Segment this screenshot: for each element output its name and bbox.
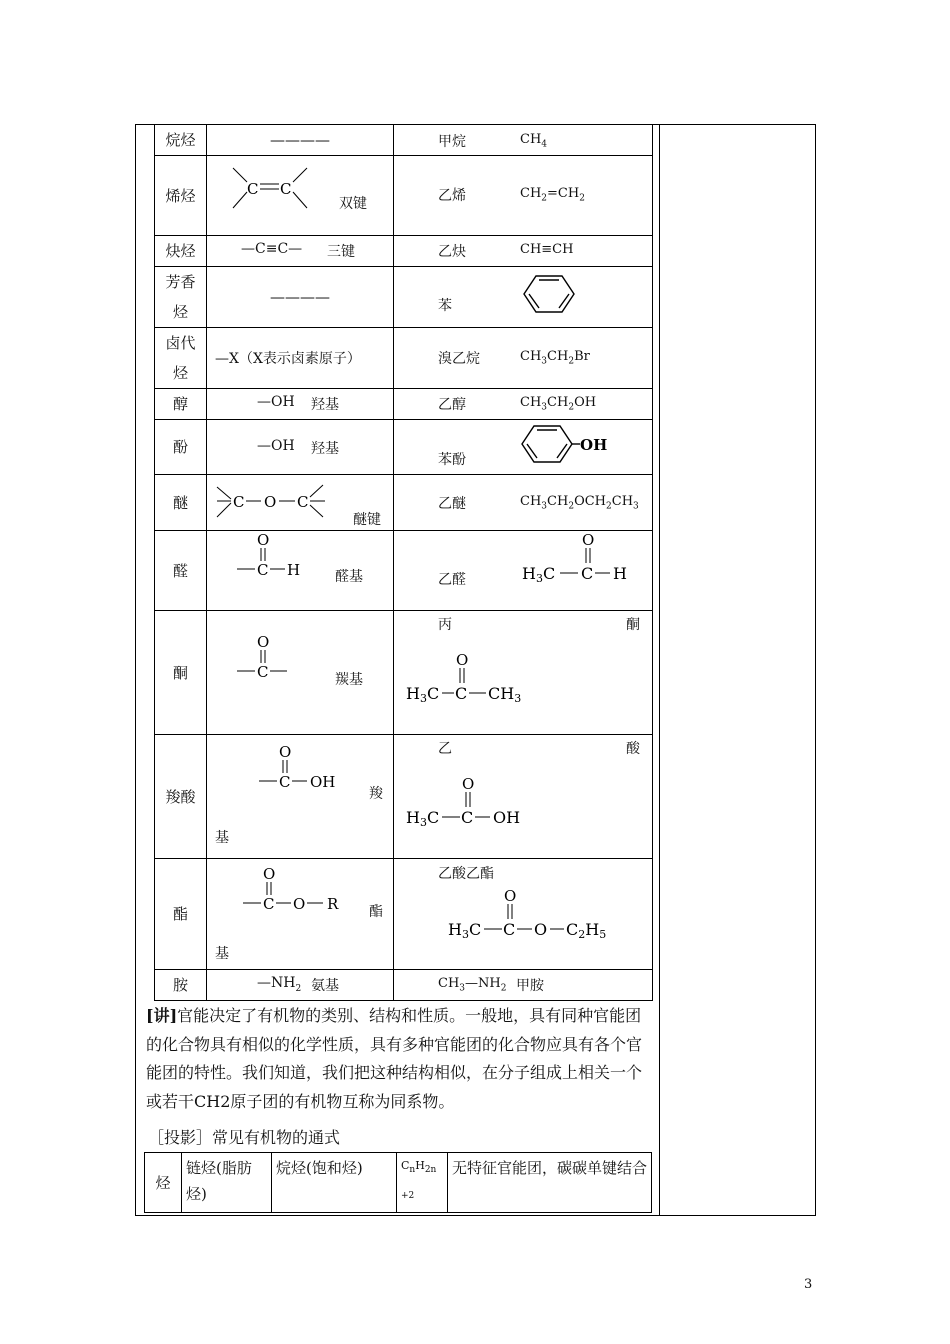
group-label-part2: 基 — [215, 946, 229, 962]
example-cell — [394, 389, 653, 420]
ester-structure-icon — [241, 863, 351, 919]
table-row — [155, 267, 653, 328]
group-label: 氨基 — [311, 978, 339, 994]
example-cell — [394, 735, 653, 859]
group-label: 醚键 — [353, 512, 381, 528]
example-name: 乙酸乙酯 — [438, 866, 494, 882]
group-cell — [207, 531, 394, 611]
alkene-structure-icon — [227, 162, 337, 222]
example-cell — [394, 125, 653, 156]
svg-text:C: C — [280, 180, 292, 198]
acetic-acid-structure-icon — [404, 773, 544, 835]
svg-text:C: C — [503, 920, 516, 939]
carboxyl-structure-icon — [257, 741, 357, 797]
group-formula: —OH — [257, 438, 295, 454]
example-name-part1: 丙 — [438, 617, 452, 633]
group-cell — [207, 328, 394, 389]
svg-text:O: O — [279, 743, 292, 761]
svg-text:OH: OH — [310, 773, 336, 791]
example-name-part2: 酮 — [626, 617, 640, 633]
svg-text:O: O — [257, 633, 270, 651]
group-label: 羰基 — [335, 672, 363, 688]
example-formula: $CH_3CH_2OH$ — [520, 395, 597, 413]
example-cell — [394, 475, 653, 531]
group-cell — [207, 611, 394, 735]
example-formula: $CH_4$ — [520, 132, 548, 150]
example-cell — [394, 611, 653, 735]
example-name: 乙炔 — [438, 244, 466, 260]
acetone-structure-icon — [404, 649, 544, 711]
table-row — [155, 420, 653, 475]
aldehyde-structure-icon — [235, 531, 315, 587]
ether-structure-icon — [213, 477, 343, 525]
class-cell: 羧酸 — [155, 735, 207, 859]
group-cell — [207, 970, 394, 1001]
group-label-part1: 酯 — [369, 904, 383, 920]
example-formula: CH≡CH — [520, 242, 574, 257]
group-cell: ———— — [207, 267, 394, 328]
gen-cell-formula: $C_nH_{2n+2}$ — [397, 1153, 448, 1213]
functional-group-table — [154, 124, 653, 1001]
ketone-structure-icon — [235, 633, 305, 689]
group-cell — [207, 420, 394, 475]
svg-text:C: C — [455, 684, 468, 703]
example-cell — [394, 156, 653, 236]
class-line2: 烃 — [172, 364, 188, 382]
group-cell — [207, 475, 394, 531]
group-formula: —OH — [257, 394, 295, 410]
example-name: 苯酚 — [438, 452, 466, 468]
class-line2: 烃 — [172, 303, 188, 321]
example-formula: $CH_2=CH_2$ — [520, 186, 585, 204]
group-formula: $—NH_2$ — [257, 975, 302, 994]
group-label: 羟基 — [311, 441, 339, 457]
gen-cell-type: 链烃(脂肪烃) — [182, 1153, 272, 1213]
table-row — [155, 125, 653, 156]
group-cell: ———— — [207, 125, 394, 156]
svg-text:C: C — [247, 180, 259, 198]
table-row — [155, 236, 653, 267]
example-cell — [394, 970, 653, 1001]
svg-text:H3C: H3C — [448, 920, 482, 941]
phenol-structure-icon — [520, 423, 612, 465]
example-name: 乙烯 — [438, 188, 466, 204]
projection-heading: ［投影］常见有机物的通式 — [148, 1128, 341, 1147]
group-label-part1: 羧 — [369, 786, 383, 802]
class-cell: 醇 — [155, 389, 207, 420]
example-name: 乙醛 — [438, 572, 466, 588]
lecture-tag: [讲] — [146, 1006, 178, 1025]
table-row — [155, 531, 653, 611]
gen-cell-category: 烃 — [145, 1153, 182, 1213]
svg-text:R: R — [327, 895, 339, 913]
class-cell — [155, 267, 207, 328]
example-name: 苯 — [438, 298, 452, 314]
group-label: 三键 — [327, 244, 355, 260]
svg-text:C: C — [233, 493, 245, 511]
gen-cell-description: 无特征官能团，碳碳单键结合 — [448, 1153, 652, 1213]
group-cell — [207, 389, 394, 420]
class-cell: 醚 — [155, 475, 207, 531]
example-name: 乙醇 — [438, 397, 466, 413]
svg-text:H: H — [287, 561, 301, 579]
class-cell — [155, 328, 207, 389]
table-row — [155, 735, 653, 859]
table-row — [155, 611, 653, 735]
table-row — [155, 970, 653, 1001]
general-formula-table — [144, 1152, 652, 1213]
page-number: 3 — [804, 1277, 813, 1292]
svg-text:O: O — [264, 493, 277, 511]
table-row — [155, 475, 653, 531]
example-name: 甲烷 — [438, 134, 466, 150]
example-cell — [394, 420, 653, 475]
example-cell — [394, 859, 653, 970]
frame-divider — [659, 125, 660, 1215]
svg-text:CH3: CH3 — [488, 684, 522, 705]
svg-text:O: O — [456, 651, 469, 669]
table-row — [155, 859, 653, 970]
class-line1: 芳香 — [165, 273, 196, 291]
svg-text:C: C — [461, 808, 474, 827]
gen-cell-subtype: 烷烃(饱和烃) — [272, 1153, 397, 1213]
example-name: 乙醚 — [438, 496, 466, 512]
svg-text:O: O — [462, 775, 475, 793]
group-cell — [207, 156, 394, 236]
svg-text:C: C — [297, 493, 309, 511]
svg-text:H3C: H3C — [406, 808, 440, 829]
benzene-ring-icon — [522, 273, 576, 315]
svg-text:O: O — [263, 865, 276, 883]
svg-text:C: C — [257, 561, 269, 579]
group-cell — [207, 735, 394, 859]
svg-text:O: O — [504, 887, 517, 905]
phenol-oh-label: OH — [580, 436, 608, 454]
lecture-text: 官能决定了有机物的类别、结构和性质。一般地，具有同种官能团的化合物具有相似的化学性质，具有多种官能团的化合物应具有各个官能团的特性。我们知道，我们把这种结构相似，在分子组成上相关一个或若干CH2原子团的有机物互称为同系物。 — [146, 1006, 643, 1111]
group-label: 羟基 — [311, 397, 339, 413]
svg-text:H: H — [613, 564, 627, 583]
svg-text:C: C — [279, 773, 291, 791]
example-cell — [394, 531, 653, 611]
class-cell: 酚 — [155, 420, 207, 475]
table-row — [155, 156, 653, 236]
svg-text:H3C: H3C — [406, 684, 440, 705]
group-cell — [207, 859, 394, 970]
ethyl-acetate-structure-icon — [446, 885, 626, 947]
class-cell: 酯 — [155, 859, 207, 970]
group-label: 醛基 — [335, 569, 363, 585]
svg-text:C: C — [257, 663, 269, 681]
example-cell — [394, 267, 653, 328]
svg-text:OH: OH — [493, 808, 521, 827]
class-cell: 炔烃 — [155, 236, 207, 267]
svg-text:O: O — [257, 531, 270, 549]
example-cell — [394, 328, 653, 389]
class-cell: 胺 — [155, 970, 207, 1001]
group-label: 双键 — [339, 196, 367, 212]
example-name-part2: 酸 — [626, 741, 640, 757]
class-cell: 烯烃 — [155, 156, 207, 236]
svg-text:O: O — [582, 531, 595, 549]
class-cell: 酮 — [155, 611, 207, 735]
example-name-part1: 乙 — [438, 741, 452, 757]
table-row — [145, 1153, 652, 1213]
class-line1: 卤代 — [165, 334, 196, 352]
group-formula: —C≡C— — [241, 241, 303, 257]
example-name: 溴乙烷 — [438, 351, 480, 367]
svg-text:C: C — [581, 564, 594, 583]
example-cell — [394, 236, 653, 267]
example-formula: $CH_3CH_2Br$ — [520, 349, 590, 367]
class-cell: 醛 — [155, 531, 207, 611]
group-formula: —X（X表示卤素原子） — [215, 351, 361, 367]
example-name: 甲胺 — [516, 978, 544, 994]
svg-text:C: C — [263, 895, 275, 913]
example-formula: $CH_3—NH_2$ — [438, 976, 507, 994]
svg-text:H3C: H3C — [522, 564, 556, 585]
table-row — [155, 389, 653, 420]
group-cell — [207, 236, 394, 267]
svg-text:C2H5: C2H5 — [566, 920, 607, 941]
group-label-part2: 基 — [215, 830, 229, 846]
acetaldehyde-structure-icon — [520, 531, 640, 591]
example-formula: $CH_3CH_2OCH_2CH_3$ — [520, 494, 639, 512]
class-cell: 烷烃 — [155, 125, 207, 156]
table-row — [155, 328, 653, 389]
svg-text:O: O — [534, 920, 548, 939]
svg-text:O: O — [293, 895, 306, 913]
lecture-paragraph — [146, 1002, 651, 1116]
